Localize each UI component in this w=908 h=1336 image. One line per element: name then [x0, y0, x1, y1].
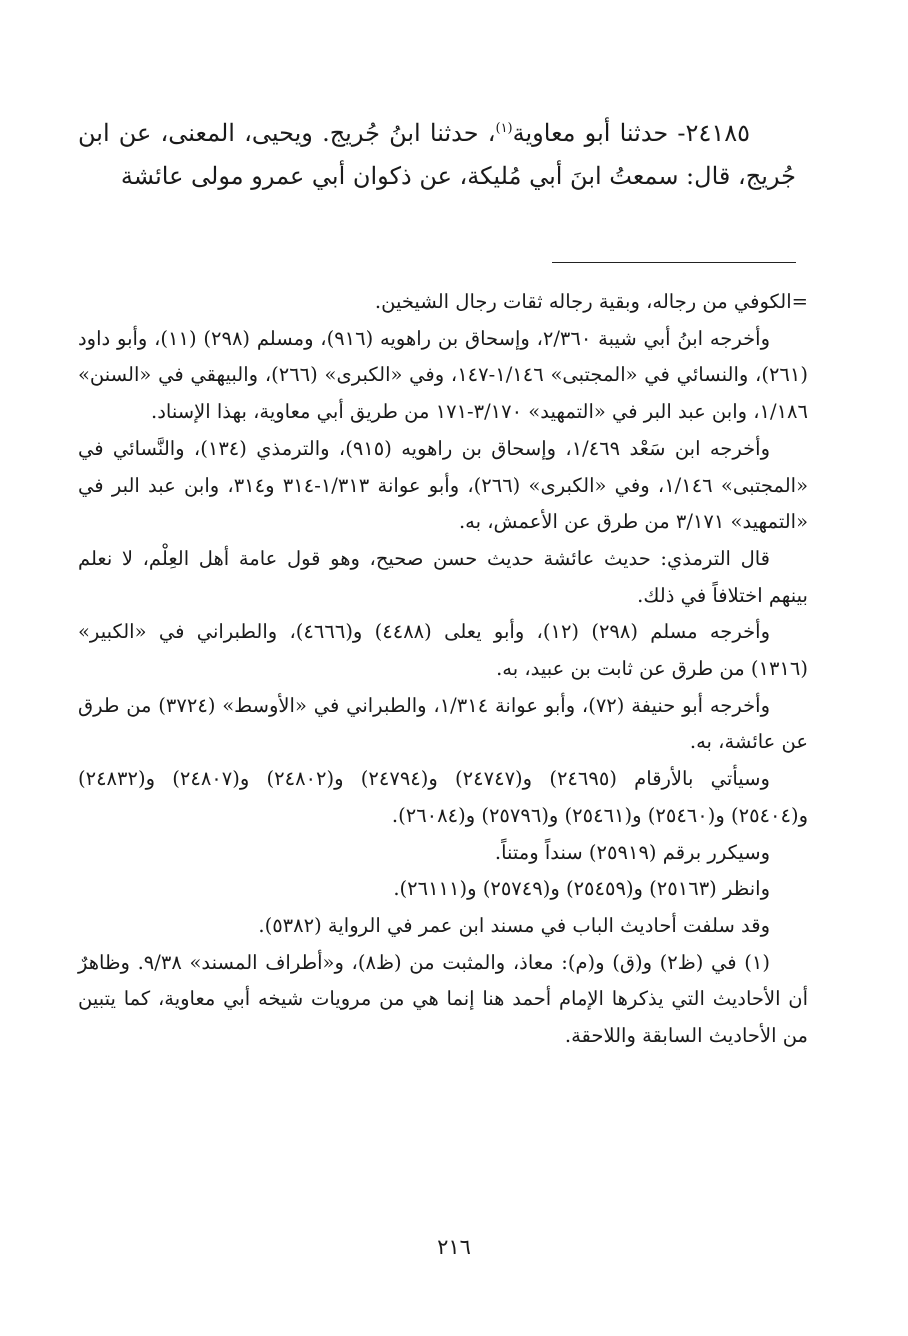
footnote-1-rest: ٩/٣٨. وظاهرٌ أن الأحاديث التي يذكرها الإمام أحمد هنا إنما هي من مرويات شيخه أبي معاوية، كما يتبين من الأحاديث السابقة واللاحقة. [78, 950, 808, 1048]
hadith-paragraph [78, 112, 796, 198]
footnote-paragraph: وأخرجه مسلم (٢٩٨) (١٢)، وأبو يعلى (٤٤٨٨) و(٤٦٦٦)، والطبراني في «الكبير» (١٣١٦) من طرق عن ثابت بن عبيد، به. [78, 620, 808, 681]
footnote-1 [78, 945, 808, 1055]
footnote-paragraph: وأخرجه ابن سَعْد ١/٤٦٩، وإسحاق بن راهويه (٩١٥)، والترمذي (١٣٤)، والنَّسائي في «المجتبى» ١/١٤٦، وفي «الكبرى» (٢٦٦)، وأبو عوانة ١/٣١٣-٣١٤ و٣١٤، وابن عبد البر في «التمهيد» ٣/١٧١ من طرق عن الأعمش، به. [78, 436, 808, 534]
footnote-paragraph: قال الترمذي: حديث عائشة حديث حسن صحيح، وهو قول عامة أهل العِلْم، لا نعلم بينهم اختلافاً في ذلك. [78, 546, 808, 607]
footnote-separator [552, 262, 796, 263]
footnote-marker: (١) [495, 121, 513, 136]
footnote-paragraph: وانظر (٢٥١٦٣) و(٢٥٤٥٩) و(٢٥٧٤٩) و(٢٦١١١). [393, 877, 770, 901]
hadith-text-rest: ، حدثنا ابنُ جُريج. ويحيى، المعنى، عن ابن جُريج، قال: سمعتُ ابنَ أبي مُليكة، عن ذكوان أبي عمرو مولى عائشة [78, 119, 796, 190]
footnote-paragraph: وأخرجه ابنُ أبي شيبة ٢/٣٦٠، وإسحاق بن راهويه (٩١٦)، ومسلم (٢٩٨) (١١)، وأبو داود (٢٦١)، والنسائي في «المجتبى» ١/١٤٦-١٤٧، وفي «الكبرى» (٢٦٦)، والبيهقي في «السنن» ١/١٨٦، وابن عبد البر في «التمهيد» ٣/١٧٠-١٧١ من طريق أبي معاوية، بهذا الإسناد. [78, 326, 808, 424]
footnotes [78, 284, 808, 1055]
footnote-paragraph: وأخرجه أبو حنيفة (٧٢)، وأبو عوانة ١/٣١٤، والطبراني في «الأوسط» (٣٧٢٤) من طرق عن عائشة، به. [78, 693, 808, 754]
hadith-text-start: - حدثنا أبو معاوية [512, 119, 686, 147]
footnote-paragraph: وسيكرر برقم (٢٥٩١٩) سنداً ومتناً. [494, 840, 770, 864]
hadith-number: ٢٤١٨٥ [685, 119, 750, 147]
footnote-1-first-line: (١) في (ظ٢) و(ق) و(م): معاذ، والمثبت من (ظ٨)، و«أطراف المسند» [189, 950, 770, 974]
footnote-continuation: =الكوفي من رجاله، وبقية رجاله ثقات رجال الشيخين. [374, 290, 808, 313]
footnote-paragraph: وقد سلفت أحاديث الباب في مسند ابن عمر في الرواية (٥٣٨٢). [258, 913, 770, 937]
footnote-paragraph: وسيأتي بالأرقام (٢٤٦٩٥) و(٢٤٧٤٧) و(٢٤٧٩٤) و(٢٤٨٠٢) و(٢٤٨٠٧) و(٢٤٨٣٢) و(٢٥٤٠٤) و(٢٥٤٦٠) و(٢٥٤٦١) و(٢٥٧٩٦) و(٢٦٠٨٤). [78, 767, 808, 827]
page-number: ٢١٦ [437, 1235, 471, 1259]
hadith-text [78, 112, 796, 198]
